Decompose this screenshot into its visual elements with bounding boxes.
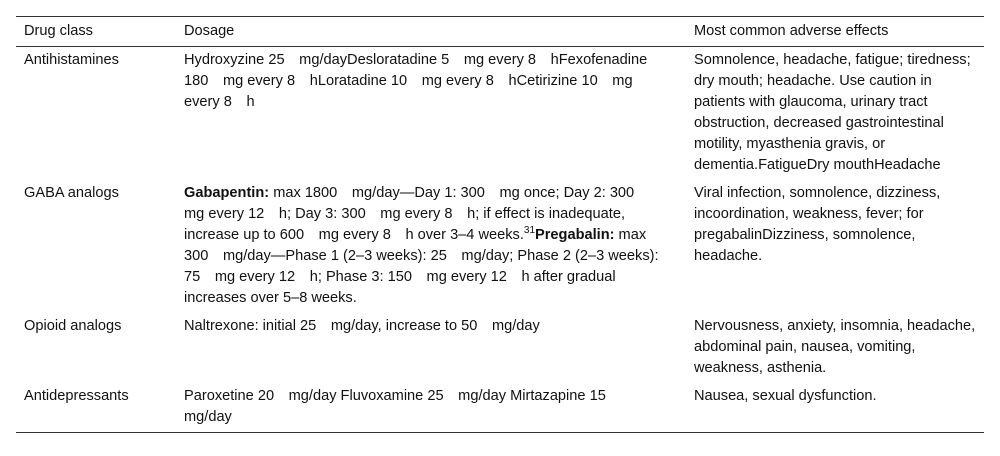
- dosage-cell: Naltrexone: initial 25 mg/day, increase to 50 mg/day: [184, 318, 540, 334]
- drug-class-cell: GABA analogs: [24, 185, 119, 201]
- gabapentin-dosage: max 1800 mg/day—Day 1: 300 mg once; Day 2: 300 mg every 12 h; Day 3: 300 mg every 8 h; if effect is inadequate, increase up to 600 mg every 8 h over 3–4 weeks.: [184, 185, 649, 243]
- header-dosage: Dosage: [176, 17, 686, 47]
- table-row: [16, 180, 984, 313]
- header-row: [16, 17, 984, 47]
- drug-class-cell: Opioid analogs: [24, 318, 122, 334]
- reference-superscript[interactable]: 31: [523, 225, 536, 237]
- adverse-effects-cell: Somnolence, headache, fatigue; tiredness; dry mouth; headache. Use caution in patients with glaucoma, urinary tract obstruction, decreased gastrointestinal motility, myasthenia gravis, or dementia.FatigueDry mouthHeadache: [694, 52, 971, 173]
- gabapentin-label: Gabapentin:: [184, 185, 270, 201]
- drug-table: [16, 16, 984, 433]
- adverse-effects-cell: Nausea, sexual dysfunction.: [694, 388, 877, 404]
- header-drug-class: Drug class: [16, 17, 176, 47]
- table-row: [16, 383, 984, 433]
- adverse-effects-cell: Nervousness, anxiety, insomnia, headache, abdominal pain, nausea, vomiting, weakness, asthenia.: [694, 318, 976, 376]
- table-row: [16, 47, 984, 181]
- drug-class-cell: Antidepressants: [24, 388, 129, 404]
- adverse-effects-cell: Viral infection, somnolence, dizziness, incoordination, weakness, fever; for pregabalinDizziness, somnolence, headache.: [694, 185, 941, 264]
- dosage-cell: Hydroxyzine 25 mg/dayDesloratadine 5 mg every 8 hFexofenadine 180 mg every 8 hLoratadine 10 mg every 8 hCetirizine 10 mg every 8 h: [184, 52, 648, 110]
- pregabalin-dosage: max 300 mg/day—Phase 1 (2–3 weeks): 25 mg/day; Phase 2 (2–3 weeks): 75 mg every 12 h; Phase 3: 150 mg every 12 h after gradual increases over 5–8 weeks.: [184, 227, 659, 306]
- table-row: [16, 313, 984, 383]
- pregabalin-label: Pregabalin:: [535, 227, 615, 243]
- drug-class-cell: Antihistamines: [24, 52, 119, 68]
- header-adverse-effects: Most common adverse effects: [686, 17, 984, 47]
- dosage-cell: [176, 180, 686, 313]
- dosage-cell: Paroxetine 20 mg/day Fluvoxamine 25 mg/day Mirtazapine 15 mg/day: [184, 388, 621, 425]
